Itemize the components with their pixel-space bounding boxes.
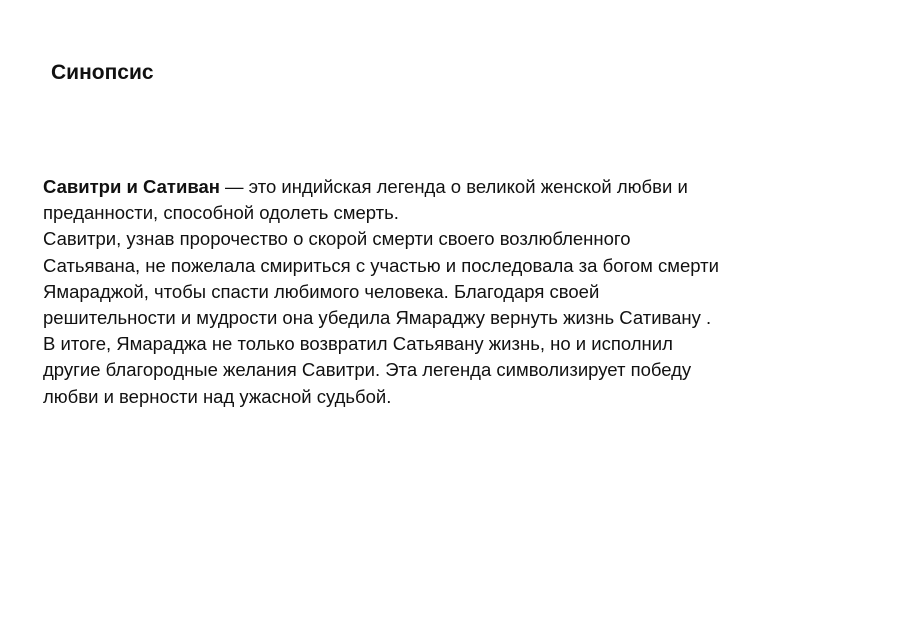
synopsis-lead-title: Савитри и Сативан (43, 176, 220, 197)
synopsis-line: Ямараджой, чтобы спасти любимого человека. Благодаря своей (43, 280, 600, 302)
synopsis-line: Сатьявана, не пожелала смириться с участью и последовала за богом смерти (43, 254, 719, 276)
synopsis-line: другие благородные желания Савитри. Эта легенда символизирует победу (43, 359, 692, 381)
synopsis-line: Савитри, узнав пророчество о скорой смерти своего возлюбленного (43, 228, 631, 250)
synopsis-text (43, 174, 873, 410)
synopsis-lead-text: — это индийская легенда о великой женской любви и (219, 176, 688, 197)
synopsis-line-1 (43, 174, 873, 200)
synopsis-line: В итоге, Ямараджа не только возвратил Сатьявану жизнь, но и исполнил (43, 333, 673, 355)
synopsis-line: любви и верности над ужасной судьбой. (43, 385, 392, 407)
synopsis-line: преданности, способной одолеть смерть. (43, 202, 399, 224)
synopsis-line: решительности и мудрости она убедила Ямараджу вернуть жизнь Сативану . (43, 307, 712, 329)
page-title: Синопсис (51, 61, 154, 84)
